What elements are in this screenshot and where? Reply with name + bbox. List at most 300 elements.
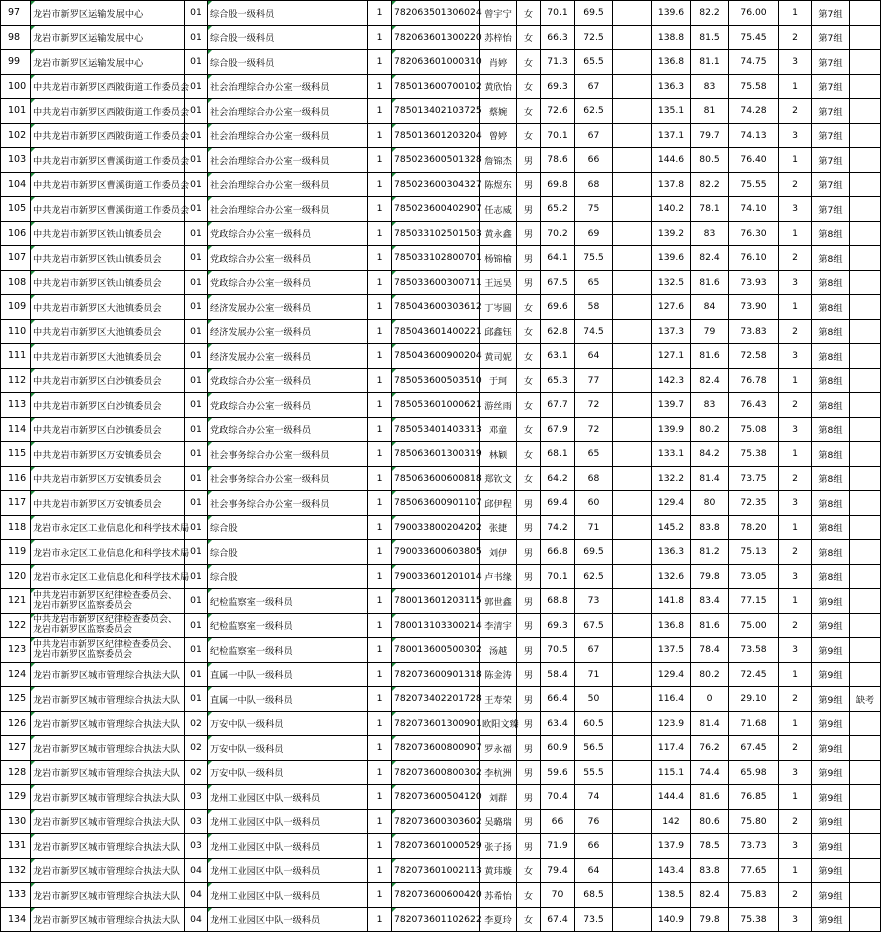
- group-cell: 第9组: [812, 760, 850, 785]
- rank-cell: 2: [779, 319, 812, 344]
- name-cell: 丁岑圆: [480, 295, 517, 320]
- group-cell: 第8组: [812, 344, 850, 369]
- plan-count-cell: 1: [368, 515, 392, 540]
- written-score-1-cell: 70.1: [541, 1, 575, 26]
- total-score-cell: 75.58: [729, 74, 779, 99]
- unit-cell: 中共龙岩市新罗区大池镇委员会: [31, 319, 185, 344]
- rank-cell: 1: [779, 148, 812, 173]
- position-cell: 社会事务综合办公室一级科员: [208, 442, 368, 467]
- position-code-cell: 04: [185, 907, 208, 932]
- written-total-cell: 139.6: [652, 246, 691, 271]
- written-score-1-cell: 66.3: [541, 25, 575, 50]
- written-total-cell: 136.8: [652, 50, 691, 75]
- position-cell: 社会治理综合办公室一级科员: [208, 148, 368, 173]
- position-code-cell: 01: [185, 417, 208, 442]
- interview-score-cell: 76.2: [691, 736, 729, 761]
- written-total-cell: 144.4: [652, 785, 691, 810]
- rank-cell: 3: [779, 760, 812, 785]
- plan-count-cell: 1: [368, 417, 392, 442]
- rank-cell: 3: [779, 197, 812, 222]
- group-cell: 第8组: [812, 564, 850, 589]
- written-total-cell: 127.6: [652, 295, 691, 320]
- seq-cell: 106: [1, 221, 31, 246]
- rank-cell: 3: [779, 417, 812, 442]
- position-cell: 党政综合办公室一级科员: [208, 417, 368, 442]
- unit-cell: 龙岩市新罗区城市管理综合执法大队: [31, 687, 185, 712]
- group-cell: 第8组: [812, 491, 850, 516]
- total-score-cell: 72.35: [729, 491, 779, 516]
- note-cell: [850, 662, 881, 687]
- unit-cell: 中共龙岩市新罗区万安镇委员会: [31, 442, 185, 467]
- written-score-2-cell: 62.5: [575, 564, 613, 589]
- interview-score-cell: 81.6: [691, 785, 729, 810]
- rank-cell: 1: [779, 785, 812, 810]
- plan-count-cell: 1: [368, 74, 392, 99]
- rank-cell: 3: [779, 564, 812, 589]
- rank-cell: 2: [779, 393, 812, 418]
- gender-cell: 男: [517, 172, 541, 197]
- position-cell: 社会事务综合办公室一级科员: [208, 466, 368, 491]
- written-score-2-cell: 74.5: [575, 319, 613, 344]
- group-cell: 第7组: [812, 50, 850, 75]
- seq-cell: 97: [1, 1, 31, 26]
- name-cell: 林颖: [480, 442, 517, 467]
- bonus-cell: [613, 785, 652, 810]
- name-cell: 于珂: [480, 368, 517, 393]
- position-cell: 综合股: [208, 540, 368, 565]
- plan-count-cell: 1: [368, 368, 392, 393]
- position-code-cell: 01: [185, 50, 208, 75]
- interview-score-cell: 82.2: [691, 172, 729, 197]
- gender-cell: 女: [517, 344, 541, 369]
- written-score-2-cell: 65.5: [575, 50, 613, 75]
- name-cell: 张捷: [480, 515, 517, 540]
- note-cell: [850, 760, 881, 785]
- plan-count-cell: 1: [368, 613, 392, 638]
- written-score-1-cell: 70.5: [541, 638, 575, 663]
- total-score-cell: 72.58: [729, 344, 779, 369]
- ticket-number-cell: 785043601400221: [392, 319, 480, 344]
- total-score-cell: 29.10: [729, 687, 779, 712]
- plan-count-cell: 1: [368, 148, 392, 173]
- note-cell: [850, 246, 881, 271]
- written-total-cell: 133.1: [652, 442, 691, 467]
- written-total-cell: 144.6: [652, 148, 691, 173]
- plan-count-cell: 1: [368, 221, 392, 246]
- position-cell: 直属一中队一级科员: [208, 687, 368, 712]
- position-code-cell: 01: [185, 613, 208, 638]
- position-cell: 社会治理综合办公室一级科员: [208, 123, 368, 148]
- unit-cell: 中共龙岩市新罗区白沙镇委员会: [31, 417, 185, 442]
- written-score-1-cell: 70: [541, 883, 575, 908]
- total-score-cell: 75.00: [729, 613, 779, 638]
- position-cell: 龙州工业园区中队一级科员: [208, 785, 368, 810]
- gender-cell: 男: [517, 221, 541, 246]
- written-score-1-cell: 74.2: [541, 515, 575, 540]
- written-score-2-cell: 65: [575, 270, 613, 295]
- group-cell: 第7组: [812, 74, 850, 99]
- interview-score-cell: 81.6: [691, 270, 729, 295]
- note-cell: [850, 270, 881, 295]
- ticket-number-cell: 785033102800701: [392, 246, 480, 271]
- unit-cell: 中共龙岩市新罗区铁山镇委员会: [31, 221, 185, 246]
- position-code-cell: 01: [185, 123, 208, 148]
- plan-count-cell: 1: [368, 393, 392, 418]
- rank-cell: 1: [779, 1, 812, 26]
- name-cell: 曾婷: [480, 123, 517, 148]
- name-cell: 张子扬: [480, 834, 517, 859]
- unit-cell: 中共龙岩市新罗区曹溪街道工作委员会: [31, 172, 185, 197]
- written-score-1-cell: 70.1: [541, 564, 575, 589]
- table-row: [1, 442, 881, 467]
- position-cell: 党政综合办公室一级科员: [208, 221, 368, 246]
- position-cell: 综合股一级科员: [208, 1, 368, 26]
- unit-cell: 龙岩市新罗区城市管理综合执法大队: [31, 858, 185, 883]
- ticket-number-cell: 782073600901318: [392, 662, 480, 687]
- written-score-2-cell: 72: [575, 417, 613, 442]
- bonus-cell: [613, 99, 652, 124]
- plan-count-cell: 1: [368, 270, 392, 295]
- bonus-cell: [613, 491, 652, 516]
- written-total-cell: 123.9: [652, 711, 691, 736]
- table-row: [1, 760, 881, 785]
- interview-score-cell: 83.4: [691, 589, 729, 614]
- written-score-1-cell: 64.2: [541, 466, 575, 491]
- interview-score-cell: 81.2: [691, 540, 729, 565]
- gender-cell: 女: [517, 907, 541, 932]
- gender-cell: 女: [517, 466, 541, 491]
- written-score-1-cell: 67.9: [541, 417, 575, 442]
- written-total-cell: 139.9: [652, 417, 691, 442]
- rank-cell: 1: [779, 515, 812, 540]
- position-code-cell: 01: [185, 564, 208, 589]
- gender-cell: 女: [517, 883, 541, 908]
- table-row: [1, 295, 881, 320]
- written-total-cell: 137.9: [652, 834, 691, 859]
- written-total-cell: 143.4: [652, 858, 691, 883]
- group-cell: 第9组: [812, 711, 850, 736]
- ticket-number-cell: 785023600304327: [392, 172, 480, 197]
- ticket-number-cell: 780013103300214: [392, 613, 480, 638]
- unit-cell: 中共龙岩市新罗区铁山镇委员会: [31, 270, 185, 295]
- ticket-number-cell: 785013402103725: [392, 99, 480, 124]
- table-row: [1, 368, 881, 393]
- bonus-cell: [613, 687, 652, 712]
- position-cell: 直属一中队一级科员: [208, 662, 368, 687]
- written-score-2-cell: 69: [575, 221, 613, 246]
- unit-cell: 龙岩市新罗区城市管理综合执法大队: [31, 736, 185, 761]
- written-score-1-cell: 78.6: [541, 148, 575, 173]
- unit-cell: 中共龙岩市新罗区西陂街道工作委员会: [31, 99, 185, 124]
- gender-cell: 男: [517, 760, 541, 785]
- gender-cell: 男: [517, 638, 541, 663]
- rank-cell: 2: [779, 466, 812, 491]
- ticket-number-cell: 785033102501503: [392, 221, 480, 246]
- interview-score-cell: 83: [691, 393, 729, 418]
- written-score-1-cell: 66: [541, 809, 575, 834]
- table-row: [1, 785, 881, 810]
- note-cell: [850, 711, 881, 736]
- position-cell: 社会治理综合办公室一级科员: [208, 99, 368, 124]
- table-row: [1, 197, 881, 222]
- position-cell: 龙州工业园区中队一级科员: [208, 834, 368, 859]
- position-code-cell: 01: [185, 638, 208, 663]
- group-cell: 第9组: [812, 858, 850, 883]
- plan-count-cell: 1: [368, 295, 392, 320]
- bonus-cell: [613, 638, 652, 663]
- table-row: [1, 148, 881, 173]
- note-cell: [850, 907, 881, 932]
- total-score-cell: 75.80: [729, 809, 779, 834]
- gender-cell: 女: [517, 319, 541, 344]
- bonus-cell: [613, 393, 652, 418]
- position-code-cell: 01: [185, 295, 208, 320]
- interview-score-cell: 83: [691, 74, 729, 99]
- unit-cell: 龙岩市永定区工业信息化和科学技术局: [31, 564, 185, 589]
- total-score-cell: 71.68: [729, 711, 779, 736]
- plan-count-cell: 1: [368, 123, 392, 148]
- rank-cell: 2: [779, 883, 812, 908]
- seq-cell: 100: [1, 74, 31, 99]
- written-total-cell: 140.2: [652, 197, 691, 222]
- note-cell: [850, 197, 881, 222]
- seq-cell: 121: [1, 589, 31, 614]
- seq-cell: 112: [1, 368, 31, 393]
- position-code-cell: 01: [185, 589, 208, 614]
- rank-cell: 3: [779, 270, 812, 295]
- bonus-cell: [613, 197, 652, 222]
- seq-cell: 125: [1, 687, 31, 712]
- bonus-cell: [613, 344, 652, 369]
- written-total-cell: 117.4: [652, 736, 691, 761]
- position-cell: 龙州工业园区中队一级科员: [208, 883, 368, 908]
- note-cell: [850, 834, 881, 859]
- unit-cell: 龙岩市新罗区城市管理综合执法大队: [31, 785, 185, 810]
- rank-cell: 2: [779, 246, 812, 271]
- written-total-cell: 139.2: [652, 221, 691, 246]
- gender-cell: 女: [517, 417, 541, 442]
- gender-cell: 女: [517, 74, 541, 99]
- bonus-cell: [613, 589, 652, 614]
- plan-count-cell: 1: [368, 491, 392, 516]
- bonus-cell: [613, 809, 652, 834]
- bonus-cell: [613, 25, 652, 50]
- position-code-cell: 01: [185, 197, 208, 222]
- seq-cell: 103: [1, 148, 31, 173]
- ticket-number-cell: 785053401403313: [392, 417, 480, 442]
- written-score-1-cell: 70.1: [541, 123, 575, 148]
- note-cell: [850, 736, 881, 761]
- unit-cell: 中共龙岩市新罗区万安镇委员会: [31, 466, 185, 491]
- ticket-number-cell: 782073601102622: [392, 907, 480, 932]
- position-code-cell: 01: [185, 172, 208, 197]
- rank-cell: 3: [779, 123, 812, 148]
- interview-score-cell: 80.5: [691, 148, 729, 173]
- written-score-1-cell: 69.3: [541, 74, 575, 99]
- interview-score-cell: 81.6: [691, 613, 729, 638]
- unit-cell: 龙岩市新罗区城市管理综合执法大队: [31, 711, 185, 736]
- table-row: [1, 393, 881, 418]
- ticket-number-cell: 785043600900204: [392, 344, 480, 369]
- note-cell: [850, 172, 881, 197]
- bonus-cell: [613, 50, 652, 75]
- unit-cell: 龙岩市新罗区城市管理综合执法大队: [31, 760, 185, 785]
- position-cell: 经济发展办公室一级科员: [208, 319, 368, 344]
- ticket-number-cell: 782063601000310: [392, 50, 480, 75]
- seq-cell: 127: [1, 736, 31, 761]
- written-total-cell: 137.8: [652, 172, 691, 197]
- position-cell: 综合股: [208, 515, 368, 540]
- rank-cell: 2: [779, 25, 812, 50]
- note-cell: [850, 148, 881, 173]
- gender-cell: 男: [517, 270, 541, 295]
- ticket-number-cell: 782073402201728: [392, 687, 480, 712]
- interview-score-cell: 81.4: [691, 711, 729, 736]
- written-total-cell: 137.3: [652, 319, 691, 344]
- position-cell: 综合股一级科员: [208, 25, 368, 50]
- plan-count-cell: 1: [368, 711, 392, 736]
- written-total-cell: 142: [652, 809, 691, 834]
- bonus-cell: [613, 123, 652, 148]
- unit-cell: 中共龙岩市新罗区曹溪街道工作委员会: [31, 197, 185, 222]
- total-score-cell: 75.55: [729, 172, 779, 197]
- group-cell: 第8组: [812, 515, 850, 540]
- unit-cell: 龙岩市永定区工业信息化和科学技术局: [31, 515, 185, 540]
- seq-cell: 104: [1, 172, 31, 197]
- note-cell: [850, 466, 881, 491]
- seq-cell: 99: [1, 50, 31, 75]
- unit-cell: 龙岩市新罗区运输发展中心: [31, 50, 185, 75]
- written-score-1-cell: 60.9: [541, 736, 575, 761]
- name-cell: 吴璐瑞: [480, 809, 517, 834]
- seq-cell: 98: [1, 25, 31, 50]
- written-total-cell: 138.5: [652, 883, 691, 908]
- group-cell: 第8组: [812, 442, 850, 467]
- interview-score-cell: 80.6: [691, 809, 729, 834]
- table-row: [1, 809, 881, 834]
- gender-cell: 男: [517, 491, 541, 516]
- name-cell: 王远昊: [480, 270, 517, 295]
- interview-score-cell: 74.4: [691, 760, 729, 785]
- position-cell: 经济发展办公室一级科员: [208, 295, 368, 320]
- written-score-2-cell: 65: [575, 442, 613, 467]
- written-score-1-cell: 67.4: [541, 907, 575, 932]
- written-score-1-cell: 71.9: [541, 834, 575, 859]
- interview-score-cell: 79: [691, 319, 729, 344]
- group-cell: 第9组: [812, 736, 850, 761]
- gender-cell: 男: [517, 246, 541, 271]
- written-score-2-cell: 72: [575, 393, 613, 418]
- name-cell: 刘伊: [480, 540, 517, 565]
- plan-count-cell: 1: [368, 442, 392, 467]
- total-score-cell: 75.08: [729, 417, 779, 442]
- position-cell: 党政综合办公室一级科员: [208, 368, 368, 393]
- bonus-cell: [613, 883, 652, 908]
- plan-count-cell: 1: [368, 736, 392, 761]
- note-cell: [850, 1, 881, 26]
- total-score-cell: 77.15: [729, 589, 779, 614]
- position-code-cell: 01: [185, 491, 208, 516]
- written-score-1-cell: 69.8: [541, 172, 575, 197]
- group-cell: 第8组: [812, 270, 850, 295]
- table-row: [1, 687, 881, 712]
- position-cell: 党政综合办公室一级科员: [208, 270, 368, 295]
- note-cell: [850, 442, 881, 467]
- bonus-cell: [613, 221, 652, 246]
- table-row: [1, 270, 881, 295]
- ticket-number-cell: 782063501306024: [392, 1, 480, 26]
- gender-cell: 女: [517, 50, 541, 75]
- note-cell: [850, 74, 881, 99]
- bonus-cell: [613, 711, 652, 736]
- plan-count-cell: 1: [368, 760, 392, 785]
- total-score-cell: 65.98: [729, 760, 779, 785]
- written-total-cell: 136.3: [652, 74, 691, 99]
- unit-cell: 中共龙岩市新罗区曹溪街道工作委员会: [31, 148, 185, 173]
- bonus-cell: [613, 564, 652, 589]
- unit-cell: 中共龙岩市新罗区大池镇委员会: [31, 295, 185, 320]
- ticket-number-cell: 782073600303602: [392, 809, 480, 834]
- seq-cell: 109: [1, 295, 31, 320]
- position-cell: 纪检监察室一级科员: [208, 638, 368, 663]
- written-total-cell: 139.7: [652, 393, 691, 418]
- note-cell: [850, 221, 881, 246]
- rank-cell: 2: [779, 809, 812, 834]
- gender-cell: 男: [517, 662, 541, 687]
- unit-cell: 中共龙岩市新罗区铁山镇委员会: [31, 246, 185, 271]
- ticket-number-cell: 785023600501328: [392, 148, 480, 173]
- seq-cell: 122: [1, 613, 31, 638]
- interview-score-cell: 0: [691, 687, 729, 712]
- total-score-cell: 73.05: [729, 564, 779, 589]
- bonus-cell: [613, 417, 652, 442]
- plan-count-cell: 1: [368, 319, 392, 344]
- interview-score-cell: 81.5: [691, 25, 729, 50]
- total-score-cell: 75.38: [729, 907, 779, 932]
- table-row: [1, 344, 881, 369]
- note-cell: [850, 515, 881, 540]
- position-cell: 万安中队一级科员: [208, 711, 368, 736]
- plan-count-cell: 1: [368, 589, 392, 614]
- name-cell: 苏希怡: [480, 883, 517, 908]
- rank-cell: 1: [779, 589, 812, 614]
- gender-cell: 女: [517, 25, 541, 50]
- group-cell: 第8组: [812, 466, 850, 491]
- total-score-cell: 73.83: [729, 319, 779, 344]
- ticket-number-cell: 780013601203115: [392, 589, 480, 614]
- table-row: [1, 736, 881, 761]
- seq-cell: 124: [1, 662, 31, 687]
- seq-cell: 117: [1, 491, 31, 516]
- position-code-cell: 02: [185, 760, 208, 785]
- written-score-2-cell: 75: [575, 197, 613, 222]
- written-score-2-cell: 67: [575, 638, 613, 663]
- note-cell: [850, 393, 881, 418]
- gender-cell: 男: [517, 834, 541, 859]
- written-total-cell: 127.1: [652, 344, 691, 369]
- note-cell: [850, 295, 881, 320]
- written-score-2-cell: 71: [575, 662, 613, 687]
- bonus-cell: [613, 442, 652, 467]
- position-cell: 党政综合办公室一级科员: [208, 393, 368, 418]
- note-cell: [850, 368, 881, 393]
- written-score-2-cell: 67: [575, 123, 613, 148]
- seq-cell: 120: [1, 564, 31, 589]
- position-cell: 万安中队一级科员: [208, 760, 368, 785]
- seq-cell: 116: [1, 466, 31, 491]
- plan-count-cell: 1: [368, 197, 392, 222]
- written-total-cell: 129.4: [652, 662, 691, 687]
